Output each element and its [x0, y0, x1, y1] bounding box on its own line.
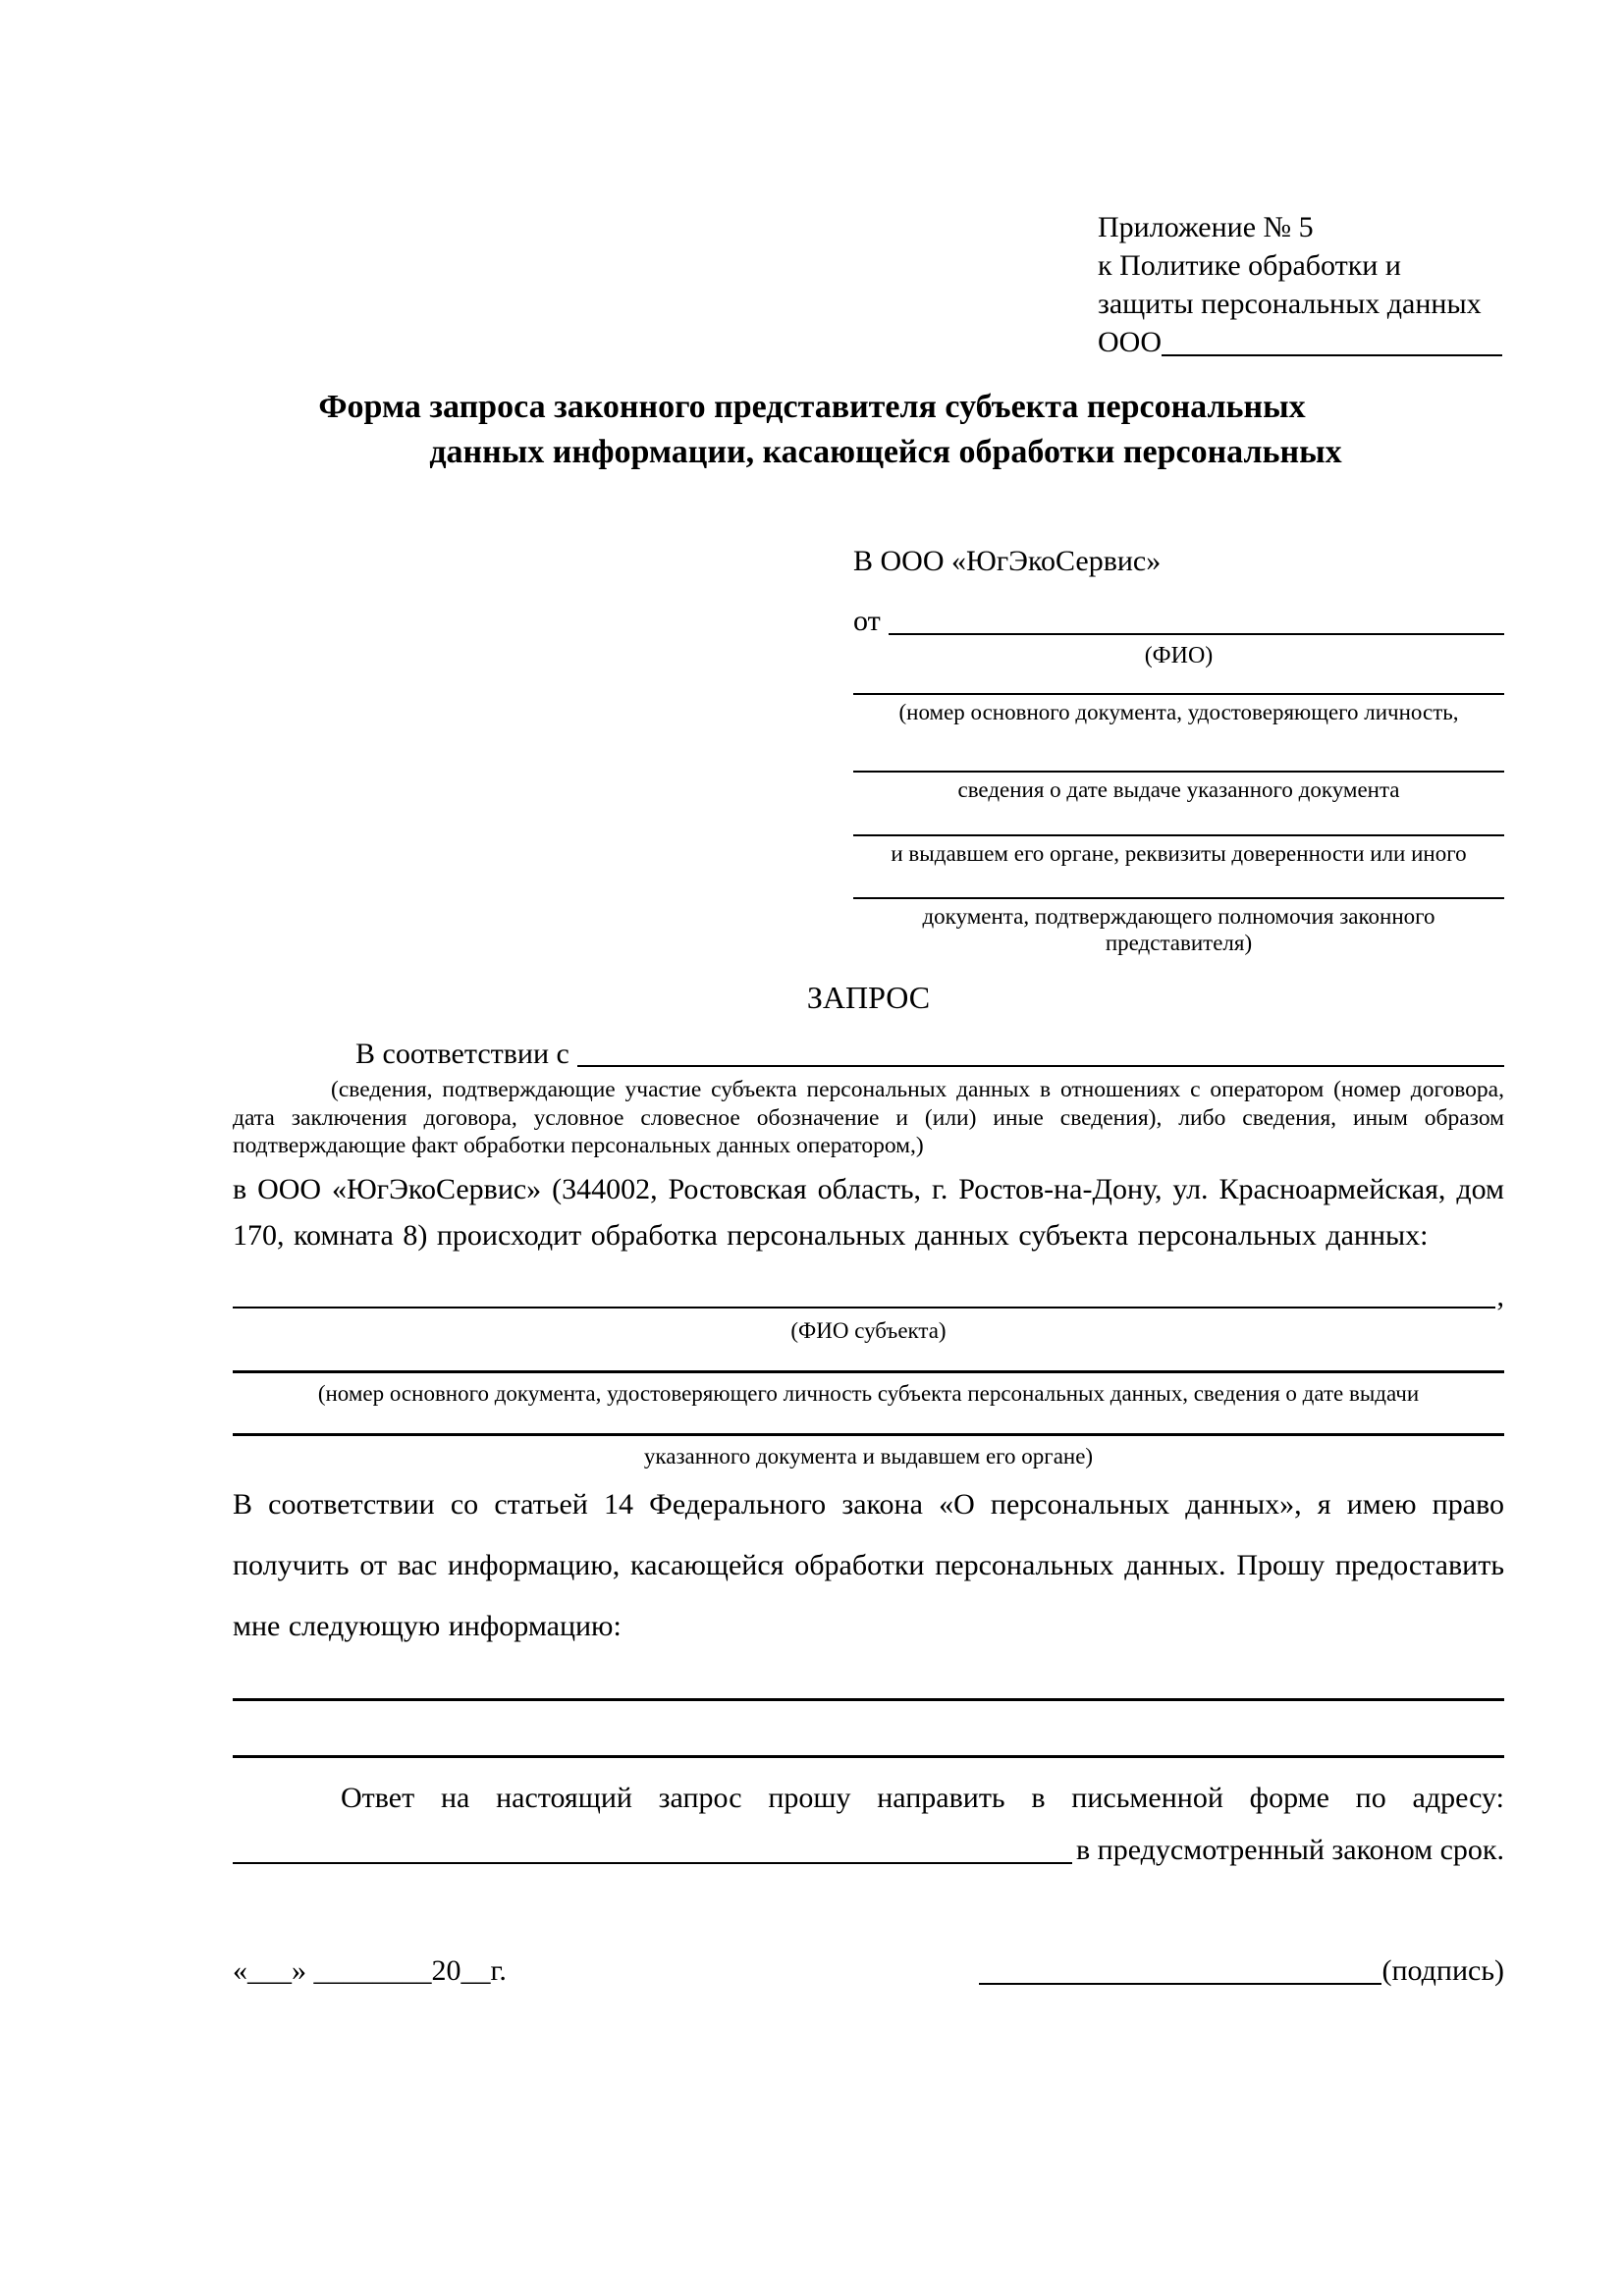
doc-caption-3: и выдавшем его органе, реквизиты доверенности или иного [891, 841, 1467, 866]
from-blank-line [889, 603, 1504, 635]
addressee-to: В ООО «ЮгЭкоСервис» [853, 545, 1162, 577]
date-line: «___» ________20__г. [233, 1954, 507, 1987]
appendix-ooo-row [1098, 323, 1502, 361]
subject-fio-row [233, 1280, 1504, 1313]
accordance-label: В соответствии с [355, 1038, 569, 1070]
request-heading: ЗАПРОС [806, 980, 931, 1015]
doc-caption-4: документа, подтверждающего полномочия законного представителя) [922, 904, 1435, 955]
signature-blank-line [979, 1983, 1381, 1985]
footer-row [233, 1951, 1504, 1991]
info-blank-line-1 [233, 1698, 1504, 1701]
subject-fio-blank-line [233, 1307, 1495, 1308]
answer-paragraph [233, 1779, 1504, 1869]
appendix-line: защиты персональных данных [1098, 288, 1482, 320]
doc-caption-2: сведения о дате выдаче указанного документа [957, 777, 1400, 802]
addressee-from-row [853, 603, 1504, 640]
addressee-block [853, 544, 1504, 956]
signature-caption: (подпись) [1381, 1954, 1504, 1987]
form-title-line-1: Форма запроса законного представителя субъекта персональных [318, 389, 1306, 425]
answer-address-row [233, 1832, 1504, 1869]
accordance-blank-line [577, 1037, 1504, 1067]
form-title-line-2: данных информации, касающейся обработки персональных [429, 434, 1342, 470]
from-label: от [853, 605, 881, 637]
appendix-line: к Политике обработки и [1098, 249, 1401, 282]
fio-caption: (ФИО) [1144, 643, 1214, 668]
subject-fio-comma: , [1496, 1280, 1504, 1312]
operator-paragraph: в ООО «ЮгЭкоСервис» (344002, Ростовская область, г. Ростов-на-Дону, ул. Красноармейская, дом 170, комната 8) происходит обработка персональных данных субъекта персональных данных: [233, 1173, 1504, 1252]
subject-doc-caption-1: (номер основного документа, удостоверяющего личность субъекта персональных данных, сведения о дате выдачи [317, 1381, 1420, 1406]
subject-fio-caption: (ФИО субъекта) [790, 1318, 947, 1343]
answer-paragraph-line: Ответ на настоящий запрос прошу направить в письменной форме по адресу: [341, 1782, 1504, 1814]
accordance-note: (сведения, подтверждающие участие субъекта персональных данных в отношениях с оператором (номер договора, дата заключения договора, условное словесное обозначение и (или) иные сведения), либо сведения, иным образом подтверждающие факт обработки персональных данных оператором,) [233, 1077, 1504, 1158]
appendix-ooo-blank-line [1162, 323, 1502, 356]
subject-doc-blank-line-2 [233, 1433, 1504, 1436]
accordance-row [233, 1037, 1504, 1072]
subject-doc-caption-2: указанного документа и выдавшем его органе) [643, 1444, 1094, 1468]
answer-suffix: в предусмотренный законом срок. [1076, 1834, 1504, 1866]
info-blank-line-2 [233, 1755, 1504, 1758]
law-paragraph: В соответствии со статьей 14 Федерального закона «О персональных данных», я имею право получить от вас информацию, касающейся обработки персональных данных. Прошу предоставить мне следующую информацию: [233, 1488, 1504, 1642]
doc-caption-1: (номер основного документа, удостоверяющего личность, [898, 700, 1459, 724]
subject-doc-blank-line-1 [233, 1370, 1504, 1373]
appendix-ooo-label: ООО [1098, 326, 1162, 358]
appendix-block [1098, 208, 1502, 361]
appendix-line: Приложение № 5 [1098, 211, 1314, 243]
answer-address-blank-line [233, 1862, 1072, 1864]
form-title [118, 385, 1506, 475]
signature-row [979, 1951, 1504, 1991]
